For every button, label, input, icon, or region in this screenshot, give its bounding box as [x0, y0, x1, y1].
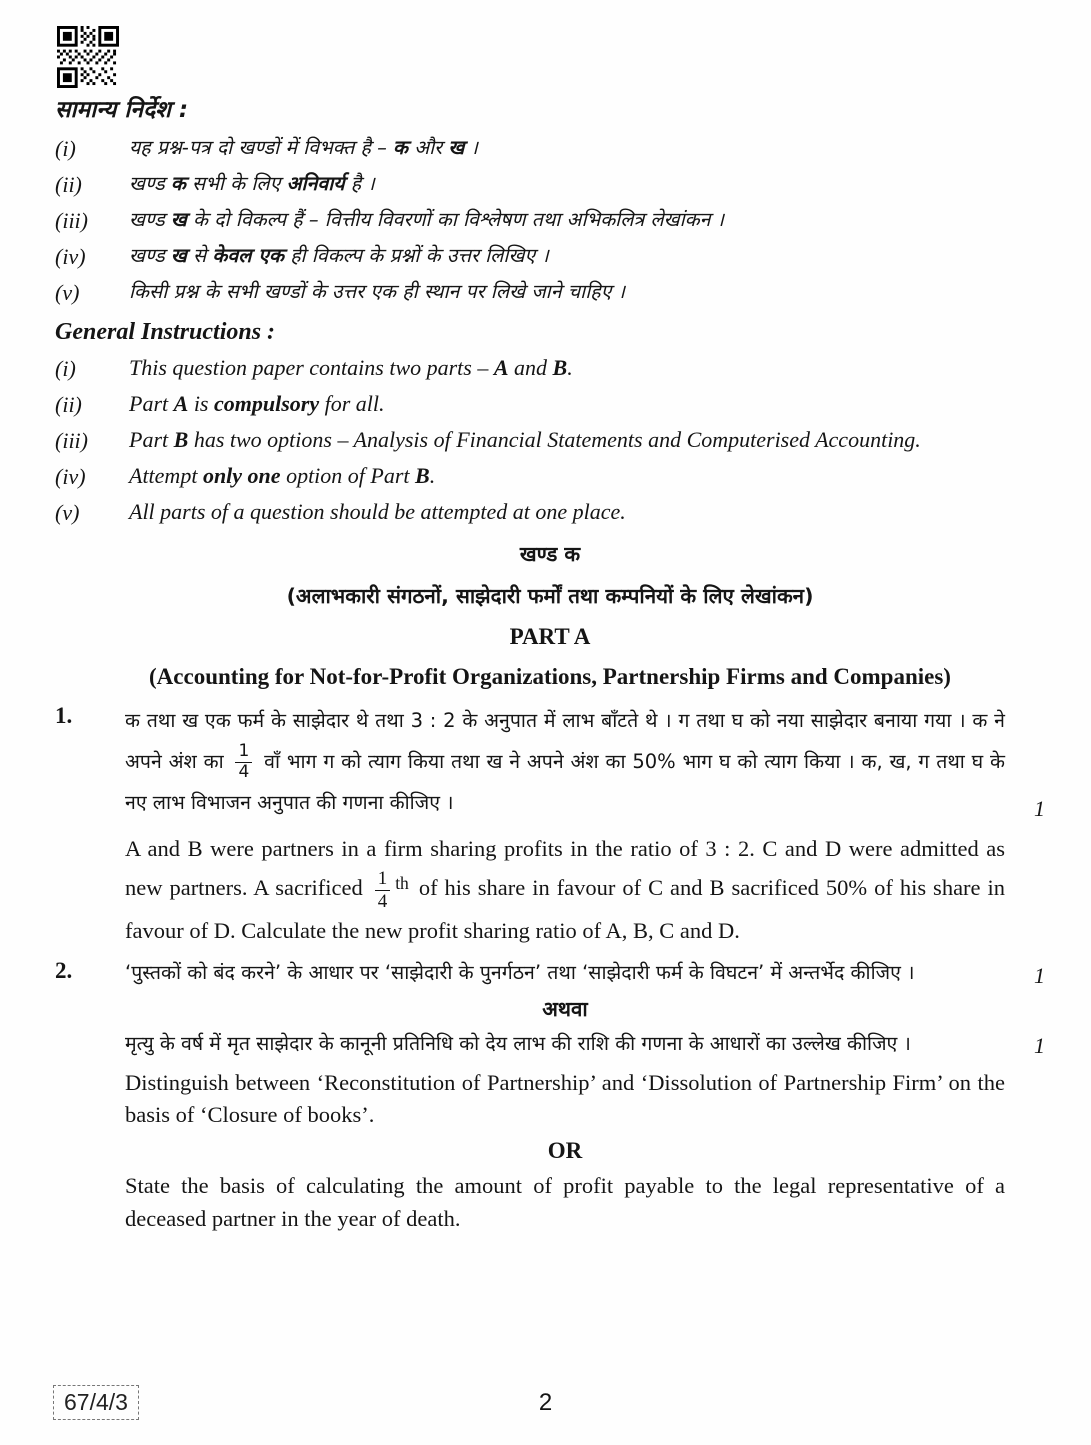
fraction-numerator: 1: [375, 869, 391, 891]
instruction-label: (ii): [55, 392, 82, 417]
marks-spacer: [1005, 830, 1045, 951]
question-1-hindi-text: [125, 701, 1005, 824]
instruction-label: (i): [55, 136, 76, 161]
question-number-spacer: [55, 991, 125, 1061]
fraction-one-fourth: [235, 743, 252, 782]
question-text-part: वाँ भाग ग को त्याग किया तथा ख ने अपने अंश का 50% भाग घ को त्याग किया । क, ख, ग तथा घ के नए लाभ विभाजन अनुपात की गणना कीजिए ।: [125, 749, 1005, 814]
section-title-english: PART A: [509, 623, 591, 649]
section-subtitle-hindi: (अलाभकारी संगठनों, साझेदारी फर्मों तथा कम्पनियों के लिए लेखांकन): [286, 583, 814, 608]
english-instructions-list: [55, 352, 1045, 529]
hindi-instruction-item: [55, 204, 1045, 237]
marks-spacer: [1005, 1067, 1045, 1236]
instruction-text: Part B has two options – Analysis of Financial Statements and Computerised Accounting.: [129, 427, 921, 452]
question-number: 1.: [55, 702, 73, 728]
english-instruction-item: [55, 496, 1045, 529]
qr-code-icon: [57, 26, 119, 88]
page-footer: [0, 1385, 1091, 1427]
question-2-english-or-text: State the basis of calculating the amount of profit payable to the legal representative of a deceased partner in the year of death.: [125, 1172, 1005, 1231]
question-2-hindi-text: ‘पुस्तकों को बंद करने’ के आधार पर ‘साझेदारी के पुनर्गठन’ तथा ‘साझेदारी फर्म के विघटन’ में अन्तर्भेद कीजिए ।: [125, 961, 915, 985]
instruction-text: खण्ड ख से केवल एक ही विकल्प के प्रश्नों के उत्तर लिखिए ।: [129, 244, 549, 267]
english-instructions-title: General Instructions :: [55, 319, 276, 345]
fraction-numerator: 1: [235, 743, 252, 763]
instruction-text: This question paper contains two parts – A and B.: [129, 355, 573, 380]
section-subtitle-english: (Accounting for Not-for-Profit Organizations, Partnership Firms and Companies): [149, 663, 951, 689]
paper-code: 67/4/3: [53, 1385, 139, 1420]
instruction-label: (v): [55, 280, 80, 305]
or-separator-hindi: अथवा: [542, 996, 588, 1021]
fraction-denominator: 4: [377, 890, 388, 912]
section-title-hindi: खण्ड क: [519, 542, 581, 566]
question-number-spacer: [55, 830, 125, 951]
instruction-text: Part A is compulsory for all.: [129, 391, 385, 416]
english-instruction-item: [55, 460, 1045, 493]
question-1: [55, 701, 1045, 950]
instruction-text: किसी प्रश्न के सभी खण्डों के उत्तर एक ही स्थान पर लिखे जाने चाहिए ।: [129, 280, 625, 303]
instruction-label: (iii): [55, 428, 88, 453]
english-instruction-item: [55, 388, 1045, 421]
fraction-suffix: th: [395, 873, 409, 894]
instruction-label: (v): [55, 500, 80, 525]
hindi-instruction-item: [55, 168, 1045, 201]
marks-value: 1: [1034, 1032, 1045, 1058]
english-instruction-item: [55, 352, 1045, 385]
question-number: 2.: [55, 958, 73, 984]
or-separator-english: OR: [547, 1137, 583, 1163]
page-number: 2: [538, 1389, 553, 1416]
instruction-text: यह प्रश्न-पत्र दो खण्डों में विभक्त है – क और ख ।: [129, 136, 478, 159]
question-text-part: क तथा ख एक फर्म के साझेदार थे तथा 3 : 2 के अनुपात में लाभ बाँटते थे । ग तथा घ को नया साझेदार बनाया गया । क ने अपने अंश का: [125, 708, 1005, 773]
question-2: [55, 956, 1045, 1235]
marks-value: 1: [1034, 962, 1045, 988]
instruction-label: (iv): [55, 464, 86, 489]
hindi-instructions-title: सामान्य निर्देश :: [55, 97, 189, 123]
question-text-part: of his share in favour of C and B sacrificed 50% of his share in favour of D. Calculate the new profit sharing ratio of A, B, C and D.: [125, 875, 1006, 943]
hindi-instructions-list: [55, 132, 1045, 309]
fraction-one-fourth: [375, 869, 391, 912]
instruction-label: (iii): [55, 208, 88, 233]
question-text-part: A and B were partners in a firm sharing profits in the ratio of 3 : 2. C and D were admitted as new partners. A sacrificed: [125, 835, 1005, 901]
marks-value: 1: [1034, 795, 1045, 821]
question-number-spacer: [55, 1067, 125, 1236]
instruction-text: खण्ड क सभी के लिए अनिवार्य है ।: [129, 172, 375, 195]
hindi-instruction-item: [55, 240, 1045, 273]
english-instruction-item: [55, 424, 1045, 457]
instruction-text: Attempt only one option of Part B.: [129, 463, 436, 488]
instruction-label: (i): [55, 356, 76, 381]
instruction-label: (ii): [55, 172, 82, 197]
instruction-text: खण्ड ख के दो विकल्प हैं – वित्तीय विवरणों का विश्लेषण तथा अभिकलित्र लेखांकन ।: [129, 208, 725, 231]
question-1-english-text: [125, 830, 1005, 951]
hindi-instruction-item: [55, 132, 1045, 165]
instruction-label: (iv): [55, 244, 86, 269]
question-2-english-text: Distinguish between ‘Reconstitution of Partnership’ and ‘Dissolution of Partnership Firm’ on the basis of ‘Closure of books’.: [125, 1069, 1005, 1128]
hindi-instruction-item: [55, 276, 1045, 309]
instruction-text: All parts of a question should be attempted at one place.: [129, 499, 626, 524]
fraction-denominator: 4: [238, 761, 250, 782]
question-2-hindi-or-text: मृत्यु के वर्ष में मृत साझेदार के कानूनी प्रतिनिधि को देय लाभ की राशि की गणना के आधारों का उल्लेख कीजिए ।: [125, 1031, 911, 1055]
